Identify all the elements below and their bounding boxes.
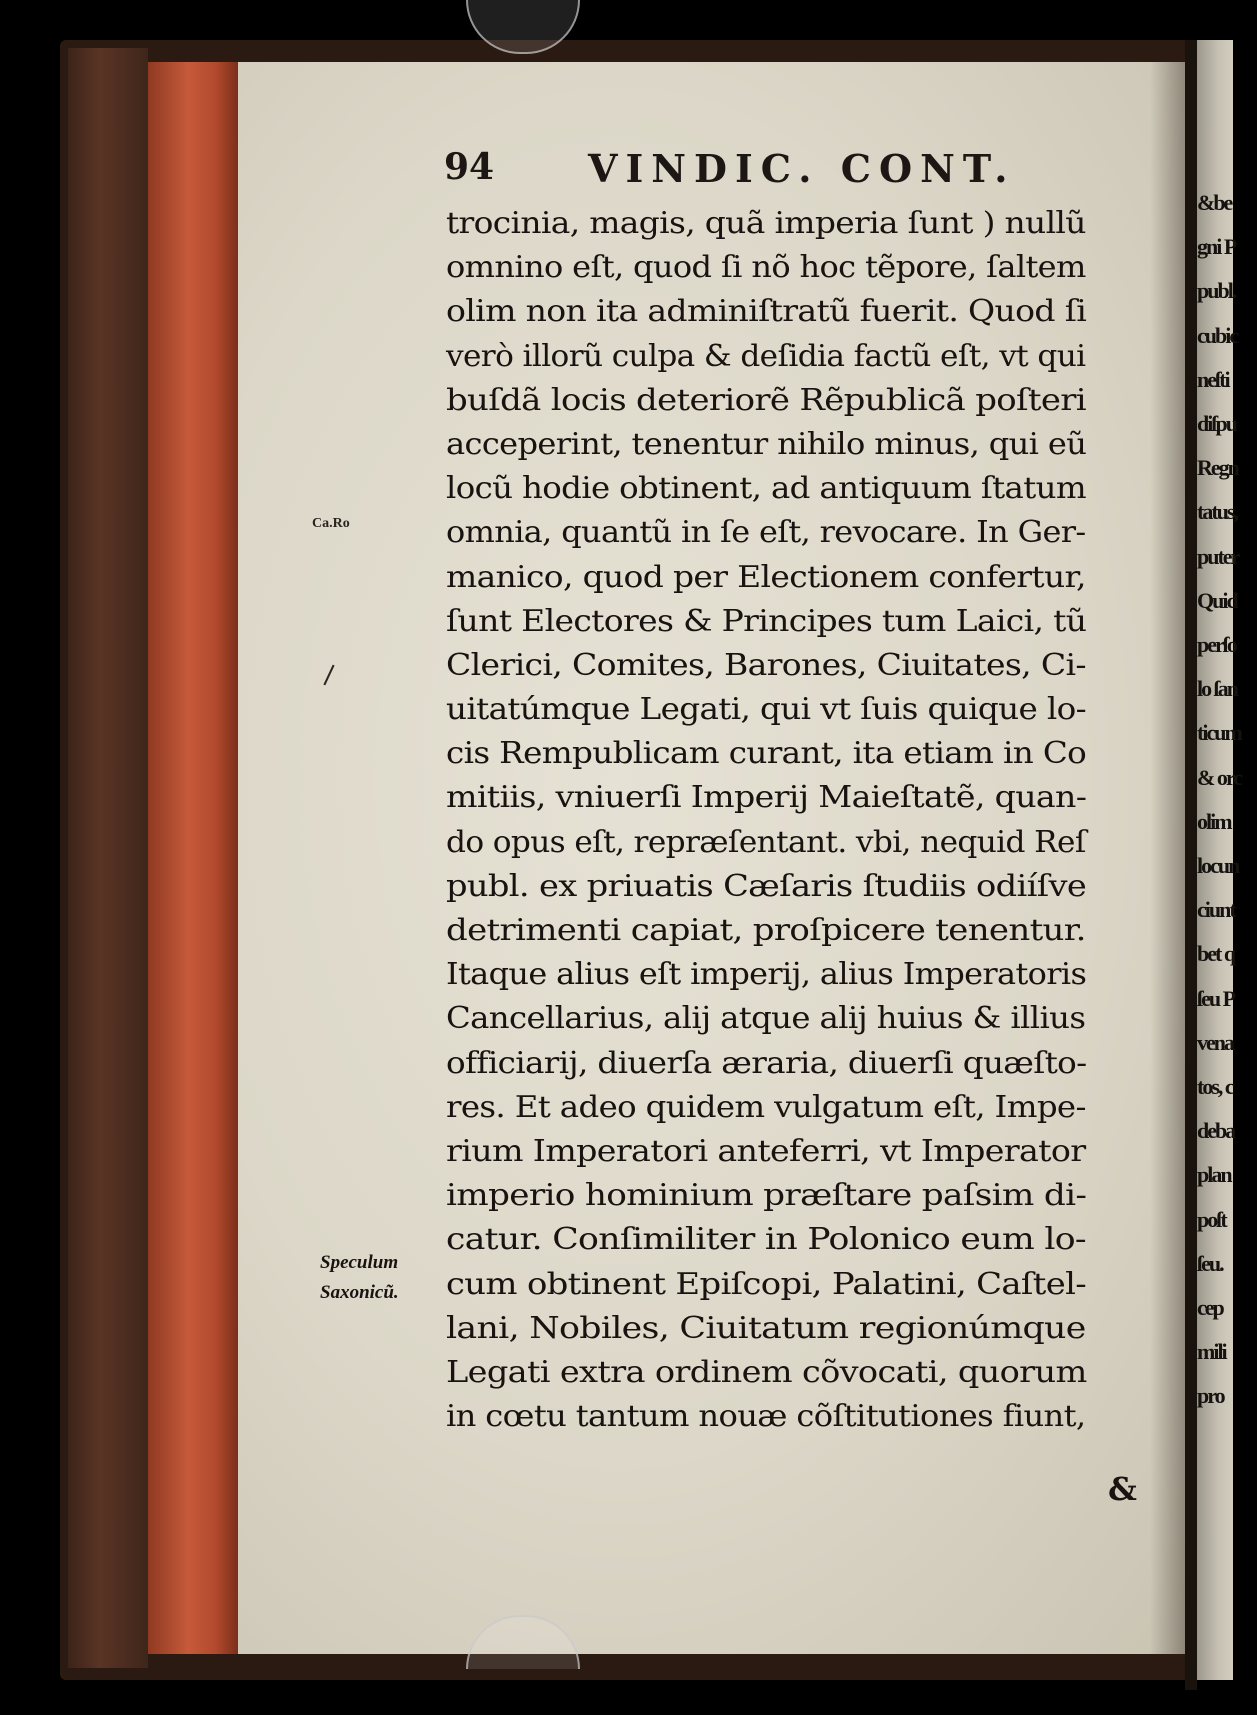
- facing-page-fragment: tatus,: [1197, 499, 1237, 525]
- text-line: officiarij, diuerſa æraria, diuerſi quæſto-: [446, 1045, 1087, 1081]
- facing-page-fragment: ſeu P: [1197, 985, 1235, 1011]
- facing-page-fragment: cubic: [1197, 322, 1238, 348]
- text-line: uitatúmque Legati, qui vt ſuis quique lo-: [446, 692, 1087, 728]
- facing-page-fragment: &be: [1197, 190, 1232, 215]
- marginal-note-line: Saxonicũ.: [320, 1282, 399, 1303]
- facing-page-fragment: cep: [1197, 1295, 1223, 1320]
- facing-page-fragment: ticum: [1197, 720, 1241, 746]
- facing-page-fragment: poſt: [1197, 1206, 1226, 1232]
- text-line: Itaque alius eſt imperij, alius Imperatoris: [446, 957, 1087, 993]
- text-line: rium Imperatori anteferri, vt Imperator: [446, 1133, 1086, 1169]
- facing-page: [1197, 40, 1241, 1680]
- red-page-edges: [148, 62, 238, 1654]
- marginal-scribble: Ca.Ro: [312, 516, 350, 531]
- facing-page-fragment: olim: [1197, 808, 1231, 834]
- facing-page-fragment: locun: [1197, 853, 1239, 878]
- text-line: catur. Conſimiliter in Polonico eum lo-: [446, 1222, 1086, 1258]
- text-line: in cœtu tantum nouæ cõſtitutiones fiunt,: [446, 1399, 1086, 1435]
- facing-page-fragment: tos, c: [1197, 1074, 1233, 1099]
- text-line: Clerici, Comites, Barones, Ciuitates, Ci-: [446, 647, 1086, 683]
- text-line: locũ hodie obtinent, ad antiquum ſtatum: [446, 471, 1086, 507]
- facing-page-fragment: diſpu: [1197, 411, 1236, 436]
- page-header: [440, 146, 1080, 196]
- text-line: Legati extra ordinem cõvocati, quorum: [446, 1354, 1087, 1390]
- text-line: lani, Nobiles, Ciuitatum regionúmque: [446, 1310, 1086, 1346]
- text-line: ſunt Electores & Principes tum Laici, tũ: [446, 603, 1087, 639]
- text-line: buſdã locis deteriorẽ Rẽpublicã poſteri: [446, 382, 1086, 418]
- text-line: mitiis, vniuerſi Imperij Maieſtatẽ, quan-: [446, 780, 1087, 816]
- body-text: [446, 202, 1146, 1439]
- text-line: acceperint, tenentur nihilo minus, qui eũ: [446, 426, 1087, 462]
- text-line: do opus eſt, repræſentant. vbi, nequid Reſ: [446, 824, 1086, 860]
- text-line: omnia, quantũ in ſe eſt, revocare. In Ger-: [446, 515, 1086, 551]
- facing-page-fragment: ſeu.: [1197, 1250, 1223, 1276]
- text-line: manico, quod per Electionem confertur,: [446, 559, 1086, 595]
- text-line: imperio hominium præſtare paſsim di-: [446, 1178, 1087, 1214]
- facing-page-fragment: gni P: [1197, 234, 1236, 260]
- text-line: res. Et adeo quidem vulgatum eſt, Impe-: [446, 1089, 1086, 1125]
- marginal-note-line: Speculum: [320, 1252, 399, 1273]
- text-line: Cancellarius, alij atque alij huius & illius: [446, 1001, 1086, 1037]
- running-title: VINDIC. CONT.: [588, 146, 1016, 191]
- facing-page-fragment: neſti: [1197, 366, 1229, 392]
- facing-page-fragment: vena: [1197, 1029, 1233, 1055]
- facing-page-fragment: puter: [1197, 543, 1239, 569]
- facing-page-fragment: ciunt: [1197, 897, 1235, 923]
- facing-page-fragment: pro: [1197, 1383, 1224, 1409]
- facing-page-fragment: Quid: [1197, 587, 1237, 613]
- text-line: olim non ita adminiſtratũ fuerit. Quod ſi: [446, 294, 1087, 330]
- facing-page-fragment: deba: [1197, 1118, 1235, 1144]
- facing-page-fragment: Regn: [1197, 455, 1238, 481]
- marginal-note: [320, 1248, 440, 1308]
- text-line: verò illorũ culpa & deſidia factũ eſt, vt qui: [446, 338, 1086, 374]
- facing-page-fragment: mili: [1197, 1339, 1226, 1365]
- facing-page-fragment: & orc: [1197, 764, 1241, 790]
- facing-page-fragment: publ.: [1197, 278, 1236, 304]
- text-line: publ. ex priuatis Cæſaris ſtudiis odiíſve: [446, 868, 1087, 904]
- text-line: omnino eſt, quod ſi nõ hoc tẽpore, ſaltem: [446, 250, 1086, 286]
- page-number: 94: [444, 146, 495, 188]
- facing-page-fragment: lo ſan: [1197, 676, 1237, 702]
- catchword: &: [1108, 1470, 1137, 1508]
- text-line: detrimenti capiat, proſpicere tenentur.: [446, 913, 1086, 948]
- facing-page-fragment: plan: [1197, 1162, 1231, 1188]
- facing-page-fragment: perſo: [1197, 632, 1236, 657]
- facing-page-fragment: bet q: [1197, 941, 1235, 967]
- text-line: cum obtinent Epiſcopi, Palatini, Caſtel-: [446, 1266, 1087, 1302]
- book-binding: [68, 48, 148, 1668]
- text-line: cis Rempublicam curant, ita etiam in Co: [446, 736, 1087, 772]
- text-line: trocinia, magis, quã imperia ſunt ) nullũ: [446, 206, 1086, 241]
